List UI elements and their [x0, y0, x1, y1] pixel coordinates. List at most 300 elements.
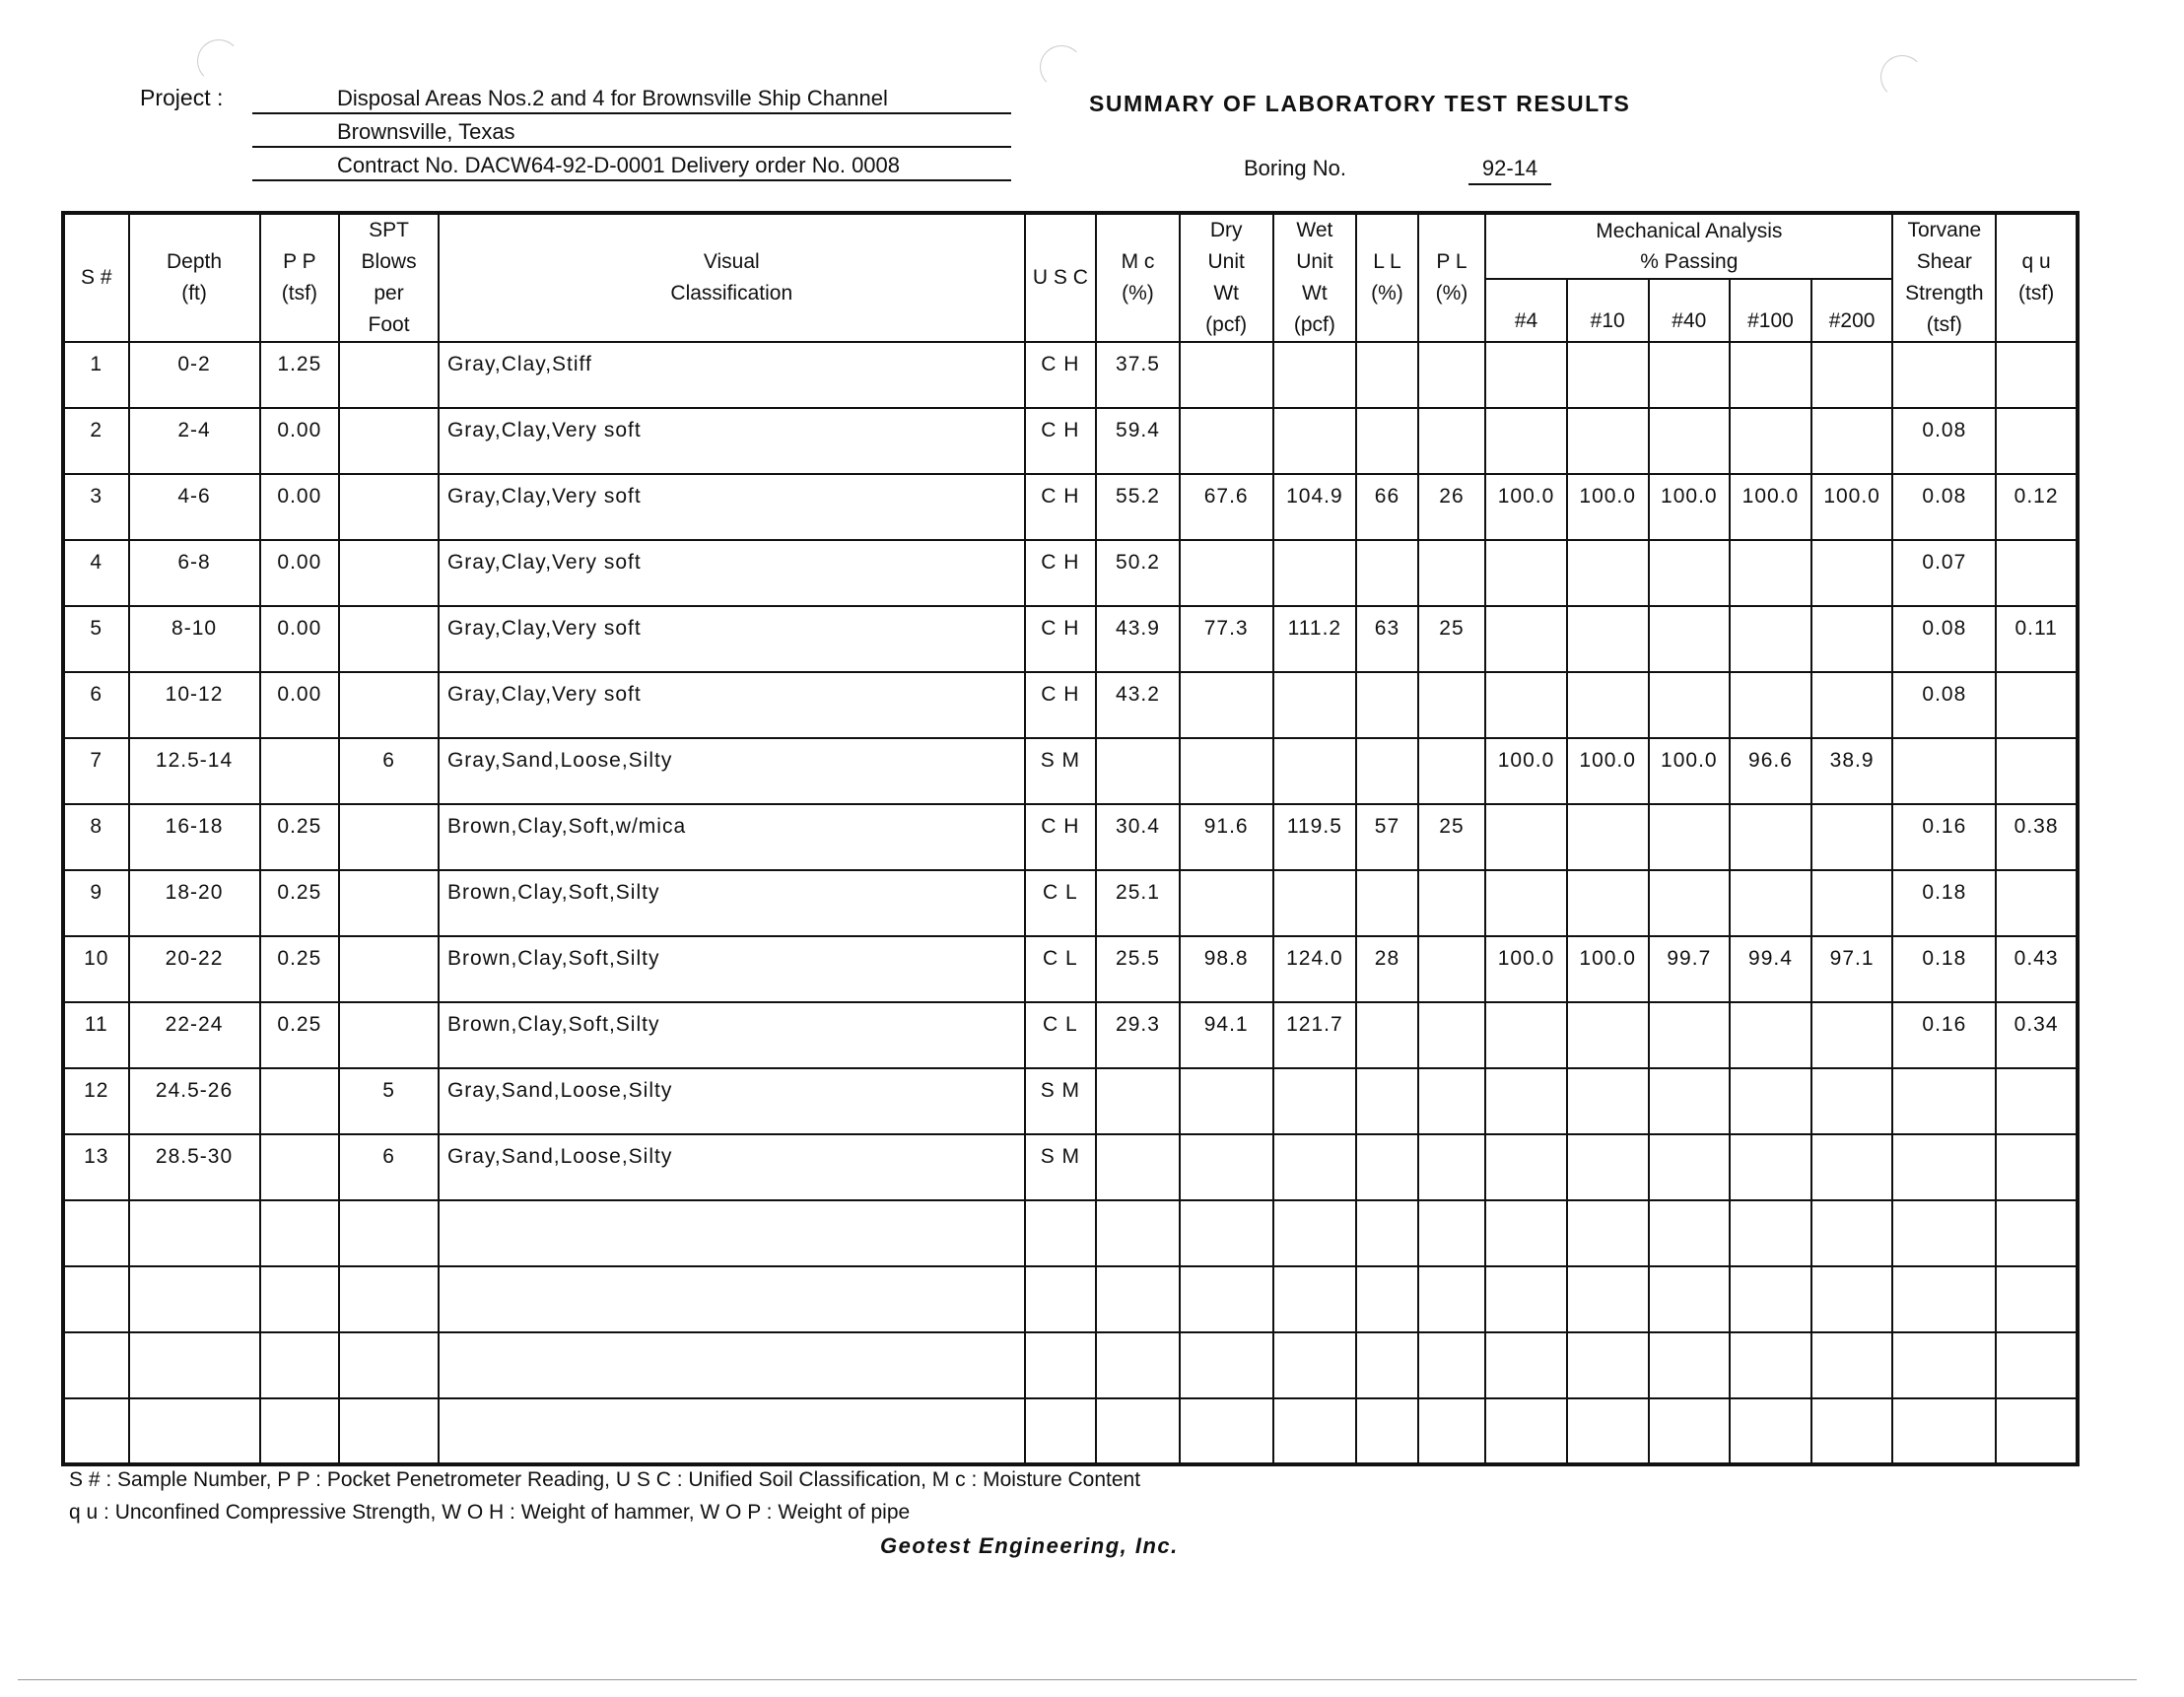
cell-dry: 77.3 [1180, 606, 1273, 672]
blank-cell [129, 1398, 260, 1464]
cell-spt [339, 474, 439, 540]
cell-pp: 0.00 [260, 606, 340, 672]
cell-pp [260, 738, 340, 804]
cell-s4: 100.0 [1485, 936, 1567, 1002]
cell-s4 [1485, 672, 1567, 738]
blank-cell [1096, 1332, 1180, 1398]
cell-pl: 25 [1418, 804, 1486, 870]
cell-s: 5 [63, 606, 129, 672]
blank-cell [1180, 1200, 1273, 1266]
cell-s4 [1485, 540, 1567, 606]
cell-depth: 20-22 [129, 936, 260, 1002]
cell-pp: 0.25 [260, 936, 340, 1002]
blank-cell [1418, 1266, 1486, 1332]
blank-cell [439, 1200, 1025, 1266]
cell-cls: Gray,Sand,Loose,Silty [439, 1134, 1025, 1200]
cell-s10: 100.0 [1567, 936, 1649, 1002]
cell-mc: 29.3 [1096, 1002, 1180, 1068]
project-line-3: Contract No. DACW64-92-D-0001 Delivery order No. 0008 [252, 150, 1011, 181]
cell-torvane: 0.08 [1892, 408, 1996, 474]
cell-torvane: 0.07 [1892, 540, 1996, 606]
cell-s100: 96.6 [1730, 738, 1811, 804]
blank-cell [1811, 1398, 1893, 1464]
blank-cell [1730, 1332, 1811, 1398]
cell-spt [339, 1002, 439, 1068]
blank-cell [439, 1398, 1025, 1464]
blank-cell [1025, 1200, 1097, 1266]
blank-cell [260, 1200, 340, 1266]
cell-cls: Gray,Clay,Very soft [439, 474, 1025, 540]
cell-dry: 94.1 [1180, 1002, 1273, 1068]
col-ll: L L (%) [1356, 213, 1417, 342]
col-sieve-100: #100 [1730, 279, 1811, 342]
blank-cell [1892, 1398, 1996, 1464]
cell-s4 [1485, 342, 1567, 408]
cell-s40 [1649, 408, 1731, 474]
cell-s40: 99.7 [1649, 936, 1731, 1002]
cell-qu: 0.38 [1996, 804, 2078, 870]
cell-pl [1418, 870, 1486, 936]
cell-depth: 18-20 [129, 870, 260, 936]
cell-s4 [1485, 1134, 1567, 1200]
cell-depth: 2-4 [129, 408, 260, 474]
punch-hole-mark [1880, 55, 1924, 99]
blank-cell [1567, 1266, 1649, 1332]
cell-cls: Gray,Sand,Loose,Silty [439, 1068, 1025, 1134]
table-body [63, 342, 2078, 1464]
cell-dry [1180, 408, 1273, 474]
cell-mc: 59.4 [1096, 408, 1180, 474]
blank-cell [1567, 1332, 1649, 1398]
cell-qu [1996, 1068, 2078, 1134]
cell-cls: Gray,Sand,Loose,Silty [439, 738, 1025, 804]
col-moisture: M c (%) [1096, 213, 1180, 342]
table-header [63, 213, 2078, 342]
cell-s4: 100.0 [1485, 474, 1567, 540]
cell-s10 [1567, 1002, 1649, 1068]
blank-cell [1273, 1398, 1357, 1464]
blank-cell [339, 1332, 439, 1398]
cell-dry [1180, 1068, 1273, 1134]
cell-wet [1273, 1068, 1357, 1134]
cell-cls: Brown,Clay,Soft,Silty [439, 936, 1025, 1002]
cell-dry [1180, 672, 1273, 738]
cell-s10 [1567, 540, 1649, 606]
cell-spt [339, 408, 439, 474]
cell-mc [1096, 738, 1180, 804]
cell-cls: Gray,Clay,Very soft [439, 408, 1025, 474]
col-visual-classification: Visual Classification [439, 213, 1025, 342]
cell-s40 [1649, 672, 1731, 738]
cell-s200 [1811, 408, 1893, 474]
cell-mc: 37.5 [1096, 342, 1180, 408]
legend-line-2: q u : Unconfined Compressive Strength, W O H : Weight of hammer, W O P : Weight of pipe [69, 1501, 911, 1524]
cell-s100 [1730, 1134, 1811, 1200]
blank-cell [63, 1332, 129, 1398]
cell-ll [1356, 1002, 1417, 1068]
cell-torvane: 0.18 [1892, 870, 1996, 936]
cell-pp: 0.25 [260, 804, 340, 870]
cell-s10 [1567, 408, 1649, 474]
blank-cell [1649, 1398, 1731, 1464]
cell-ll: 63 [1356, 606, 1417, 672]
blank-cell [63, 1398, 129, 1464]
blank-cell [1418, 1200, 1486, 1266]
blank-cell [1025, 1266, 1097, 1332]
cell-cls: Gray,Clay,Very soft [439, 606, 1025, 672]
cell-s200 [1811, 342, 1893, 408]
cell-s100: 99.4 [1730, 936, 1811, 1002]
cell-pl [1418, 408, 1486, 474]
cell-s4 [1485, 804, 1567, 870]
col-sieve-200: #200 [1811, 279, 1893, 342]
cell-pp: 0.25 [260, 1002, 340, 1068]
cell-depth: 28.5-30 [129, 1134, 260, 1200]
cell-mc: 43.9 [1096, 606, 1180, 672]
cell-s: 11 [63, 1002, 129, 1068]
cell-s200 [1811, 870, 1893, 936]
cell-qu [1996, 1134, 2078, 1200]
blank-cell [1996, 1266, 2078, 1332]
cell-qu [1996, 540, 2078, 606]
blank-cell [1273, 1266, 1357, 1332]
cell-s100 [1730, 1068, 1811, 1134]
cell-s10 [1567, 342, 1649, 408]
cell-wet: 124.0 [1273, 936, 1357, 1002]
blank-row [63, 1266, 2078, 1332]
cell-s100 [1730, 540, 1811, 606]
cell-s40 [1649, 870, 1731, 936]
cell-dry [1180, 870, 1273, 936]
cell-wet [1273, 342, 1357, 408]
blank-cell [1485, 1266, 1567, 1332]
cell-s40: 100.0 [1649, 738, 1731, 804]
cell-torvane [1892, 738, 1996, 804]
cell-spt [339, 342, 439, 408]
col-mechanical-analysis: Mechanical Analysis % Passing [1485, 213, 1892, 279]
table-row [63, 1134, 2078, 1200]
cell-dry: 91.6 [1180, 804, 1273, 870]
cell-pp [260, 1068, 340, 1134]
blank-cell [339, 1266, 439, 1332]
cell-s: 12 [63, 1068, 129, 1134]
cell-mc: 25.5 [1096, 936, 1180, 1002]
cell-wet [1273, 1134, 1357, 1200]
cell-dry [1180, 1134, 1273, 1200]
cell-s40 [1649, 342, 1731, 408]
blank-cell [129, 1332, 260, 1398]
blank-cell [1811, 1332, 1893, 1398]
blank-cell [1649, 1200, 1731, 1266]
cell-spt [339, 804, 439, 870]
cell-usc: C H [1025, 408, 1097, 474]
blank-cell [260, 1398, 340, 1464]
blank-cell [1356, 1200, 1417, 1266]
blank-cell [1180, 1398, 1273, 1464]
cell-s100 [1730, 342, 1811, 408]
cell-s100 [1730, 870, 1811, 936]
cell-s10 [1567, 804, 1649, 870]
cell-s4 [1485, 408, 1567, 474]
blank-cell [1096, 1398, 1180, 1464]
blank-cell [1811, 1266, 1893, 1332]
cell-ll [1356, 870, 1417, 936]
cell-pp: 1.25 [260, 342, 340, 408]
blank-cell [1485, 1200, 1567, 1266]
cell-mc: 50.2 [1096, 540, 1180, 606]
cell-dry [1180, 540, 1273, 606]
cell-s200 [1811, 804, 1893, 870]
cell-s100: 100.0 [1730, 474, 1811, 540]
cell-ll [1356, 1068, 1417, 1134]
cell-usc: C H [1025, 342, 1097, 408]
cell-s10 [1567, 1134, 1649, 1200]
blank-cell [439, 1332, 1025, 1398]
blank-cell [1892, 1266, 1996, 1332]
cell-s10 [1567, 1068, 1649, 1134]
cell-qu [1996, 342, 2078, 408]
blank-cell [1730, 1398, 1811, 1464]
blank-cell [1730, 1200, 1811, 1266]
blank-cell [1273, 1200, 1357, 1266]
blank-cell [1649, 1332, 1731, 1398]
cell-pl [1418, 540, 1486, 606]
cell-mc [1096, 1068, 1180, 1134]
blank-cell [63, 1200, 129, 1266]
table-row [63, 408, 2078, 474]
cell-s40 [1649, 540, 1731, 606]
cell-cls: Brown,Clay,Soft,Silty [439, 1002, 1025, 1068]
cell-s40 [1649, 804, 1731, 870]
cell-wet [1273, 408, 1357, 474]
cell-s: 1 [63, 342, 129, 408]
cell-spt: 6 [339, 1134, 439, 1200]
col-usc: U S C [1025, 213, 1097, 342]
cell-spt [339, 936, 439, 1002]
col-torvane: Torvane Shear Strength (tsf) [1892, 213, 1996, 342]
blank-cell [1892, 1332, 1996, 1398]
blank-cell [129, 1200, 260, 1266]
cell-s: 9 [63, 870, 129, 936]
cell-s100 [1730, 672, 1811, 738]
col-sieve-10: #10 [1567, 279, 1649, 342]
blank-row [63, 1398, 2078, 1464]
cell-pl: 26 [1418, 474, 1486, 540]
cell-s10 [1567, 606, 1649, 672]
cell-usc: S M [1025, 738, 1097, 804]
cell-pl [1418, 738, 1486, 804]
cell-pl [1418, 342, 1486, 408]
results-table [61, 211, 2080, 1466]
cell-spt [339, 672, 439, 738]
cell-s4 [1485, 606, 1567, 672]
blank-cell [1485, 1398, 1567, 1464]
col-spt: SPT Blows per Foot [339, 213, 439, 342]
cell-torvane: 0.18 [1892, 936, 1996, 1002]
cell-pp: 0.00 [260, 672, 340, 738]
table-row [63, 474, 2078, 540]
cell-s: 7 [63, 738, 129, 804]
blank-cell [1567, 1200, 1649, 1266]
blank-cell [1025, 1332, 1097, 1398]
cell-pl [1418, 1002, 1486, 1068]
cell-torvane: 0.08 [1892, 606, 1996, 672]
cell-depth: 24.5-26 [129, 1068, 260, 1134]
cell-torvane: 0.16 [1892, 804, 1996, 870]
cell-pl [1418, 1068, 1486, 1134]
col-qu: q u (tsf) [1996, 213, 2078, 342]
cell-qu [1996, 738, 2078, 804]
cell-s: 10 [63, 936, 129, 1002]
cell-pl [1418, 936, 1486, 1002]
blank-cell [1418, 1398, 1486, 1464]
cell-cls: Gray,Clay,Stiff [439, 342, 1025, 408]
col-wet-unit-wt: Wet Unit Wt (pcf) [1273, 213, 1357, 342]
page-title: SUMMARY OF LABORATORY TEST RESULTS [1089, 91, 1631, 116]
cell-ll [1356, 738, 1417, 804]
punch-hole-mark [1040, 45, 1083, 89]
blank-cell [1892, 1200, 1996, 1266]
cell-mc: 25.1 [1096, 870, 1180, 936]
cell-usc: C H [1025, 540, 1097, 606]
cell-s: 2 [63, 408, 129, 474]
cell-depth: 16-18 [129, 804, 260, 870]
cell-usc: C L [1025, 870, 1097, 936]
cell-pl [1418, 1134, 1486, 1200]
cell-mc: 55.2 [1096, 474, 1180, 540]
cell-spt [339, 540, 439, 606]
project-line-2: Brownsville, Texas [252, 116, 1011, 148]
cell-qu: 0.11 [1996, 606, 2078, 672]
table-row [63, 540, 2078, 606]
cell-s100 [1730, 804, 1811, 870]
table-row [63, 1068, 2078, 1134]
cell-dry: 98.8 [1180, 936, 1273, 1002]
col-sample-number: S # [63, 213, 129, 342]
cell-cls: Brown,Clay,Soft,w/mica [439, 804, 1025, 870]
cell-mc: 30.4 [1096, 804, 1180, 870]
cell-wet [1273, 540, 1357, 606]
cell-wet [1273, 738, 1357, 804]
cell-s4 [1485, 870, 1567, 936]
cell-depth: 8-10 [129, 606, 260, 672]
cell-pp: 0.00 [260, 474, 340, 540]
cell-qu [1996, 408, 2078, 474]
cell-pp: 0.25 [260, 870, 340, 936]
cell-ll: 28 [1356, 936, 1417, 1002]
blank-cell [1025, 1398, 1097, 1464]
cell-s40: 100.0 [1649, 474, 1731, 540]
cell-s200: 100.0 [1811, 474, 1893, 540]
punch-hole-mark [197, 39, 240, 83]
cell-ll [1356, 342, 1417, 408]
blank-cell [1811, 1200, 1893, 1266]
blank-cell [1418, 1332, 1486, 1398]
table-row [63, 342, 2078, 408]
cell-depth: 12.5-14 [129, 738, 260, 804]
cell-usc: S M [1025, 1068, 1097, 1134]
table-row [63, 870, 2078, 936]
cell-s: 13 [63, 1134, 129, 1200]
cell-s200 [1811, 1068, 1893, 1134]
blank-cell [1996, 1200, 2078, 1266]
cell-s200 [1811, 1134, 1893, 1200]
cell-usc: C H [1025, 672, 1097, 738]
table-row [63, 936, 2078, 1002]
blank-cell [63, 1266, 129, 1332]
cell-s: 3 [63, 474, 129, 540]
cell-s40 [1649, 1134, 1731, 1200]
company-name: Geotest Engineering, Inc. [880, 1533, 1179, 1558]
cell-usc: C L [1025, 1002, 1097, 1068]
cell-torvane [1892, 342, 1996, 408]
cell-s200 [1811, 606, 1893, 672]
cell-ll: 66 [1356, 474, 1417, 540]
cell-s200: 97.1 [1811, 936, 1893, 1002]
blank-cell [1996, 1332, 2078, 1398]
cell-s4 [1485, 1002, 1567, 1068]
cell-s200: 38.9 [1811, 738, 1893, 804]
cell-wet: 121.7 [1273, 1002, 1357, 1068]
blank-cell [1649, 1266, 1731, 1332]
cell-s40 [1649, 1068, 1731, 1134]
cell-s10: 100.0 [1567, 738, 1649, 804]
cell-dry [1180, 738, 1273, 804]
project-label: Project : [140, 85, 224, 110]
blank-cell [1996, 1398, 2078, 1464]
table-row [63, 606, 2078, 672]
cell-spt: 6 [339, 738, 439, 804]
cell-qu: 0.43 [1996, 936, 2078, 1002]
blank-cell [1730, 1266, 1811, 1332]
cell-usc: S M [1025, 1134, 1097, 1200]
cell-s200 [1811, 672, 1893, 738]
blank-cell [439, 1266, 1025, 1332]
blank-cell [1485, 1332, 1567, 1398]
cell-torvane [1892, 1068, 1996, 1134]
blank-cell [339, 1398, 439, 1464]
table-row [63, 1002, 2078, 1068]
cell-pl: 25 [1418, 606, 1486, 672]
blank-row [63, 1200, 2078, 1266]
cell-s10 [1567, 672, 1649, 738]
cell-pl [1418, 672, 1486, 738]
cell-ll [1356, 540, 1417, 606]
cell-cls: Gray,Clay,Very soft [439, 672, 1025, 738]
blank-cell [1096, 1200, 1180, 1266]
cell-s10: 100.0 [1567, 474, 1649, 540]
cell-ll: 57 [1356, 804, 1417, 870]
col-sieve-4: #4 [1485, 279, 1567, 342]
blank-cell [1356, 1398, 1417, 1464]
cell-torvane: 0.08 [1892, 672, 1996, 738]
col-sieve-40: #40 [1649, 279, 1731, 342]
legend-line-1: S # : Sample Number, P P : Pocket Penetrometer Reading, U S C : Unified Soil Classification, M c : Moisture Content [69, 1468, 1141, 1491]
col-depth: Depth (ft) [129, 213, 260, 342]
cell-wet [1273, 672, 1357, 738]
cell-qu [1996, 672, 2078, 738]
blank-cell [1180, 1266, 1273, 1332]
blank-cell [1273, 1332, 1357, 1398]
boring-number: 92-14 [1468, 156, 1551, 185]
cell-ll [1356, 1134, 1417, 1200]
blank-cell [1096, 1266, 1180, 1332]
cell-s: 6 [63, 672, 129, 738]
cell-usc: C H [1025, 606, 1097, 672]
project-line-1: Disposal Areas Nos.2 and 4 for Brownsville Ship Channel [252, 83, 1011, 114]
cell-s10 [1567, 870, 1649, 936]
table-row [63, 804, 2078, 870]
